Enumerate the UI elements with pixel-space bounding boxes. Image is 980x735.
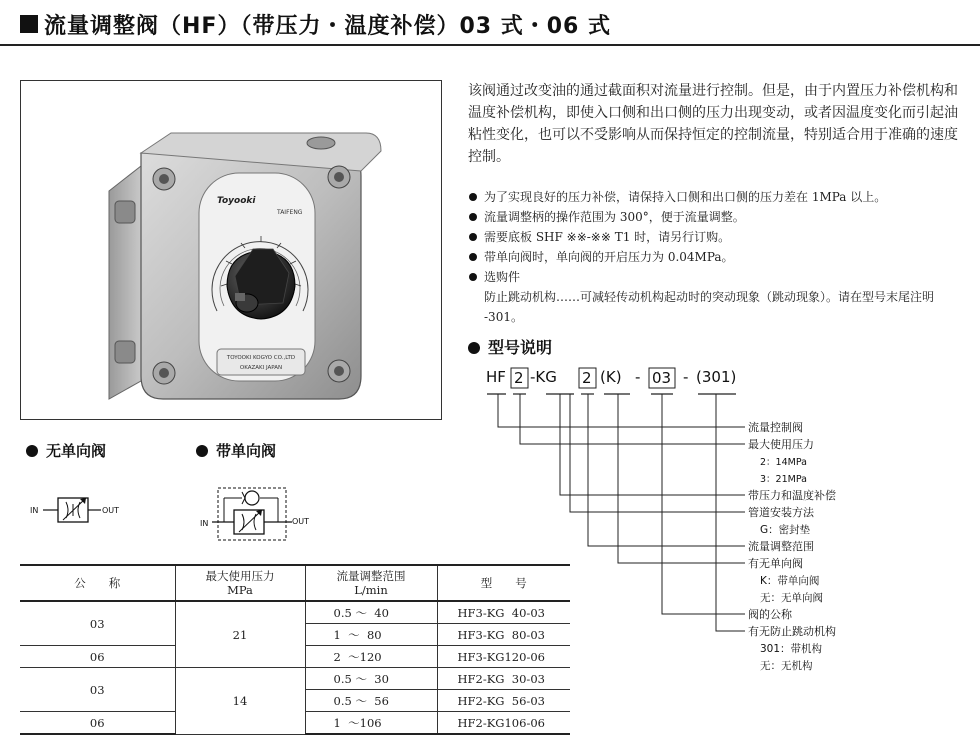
model-label: G：密封垫 [760,524,811,536]
code-part-range: 2 [582,369,592,387]
cell-model: HF2-KG 30-03 [437,668,570,690]
cell-model: HF3-KG 40-03 [437,601,570,624]
with-check-valve-symbol [198,484,318,544]
dial-side-label: TAIFENG [277,209,303,216]
page-header [0,0,980,46]
feature-item: 选购件 [468,267,973,287]
code-part-dash: - [635,368,641,386]
code-part-dash: - [683,368,689,386]
model-label: 301：带机构 [760,643,823,655]
cell-nominal: 03 [20,668,175,712]
plate-line-2: OKAZAKI JAPAN [239,365,283,371]
col-header-range: 流量调整范围 L/min [305,565,437,601]
model-label: 带压力和温度补偿 [748,489,836,502]
description-paragraph: 该阀通过改变油的通过截面积对流量进行控制。但是，由于内置压力补偿机构和温度补偿机构，即使入口侧和出口侧的压力出现变动，或者因温度变化而引起油粘性变化，也可以不受影响从而保持恒定的控制流量，特别适合用于准确的速度控制。 [468,83,958,165]
model-label: 流量控制阀 [748,421,803,434]
cell-range: 1 ～106 [305,712,437,735]
svg-text:IN: IN [30,506,39,515]
valve-illustration [21,81,441,419]
code-part-size: 03 [652,369,672,387]
product-photo [20,80,442,420]
model-label: 流量调整范围 [748,540,814,553]
cell-range: 0.5 ～ 30 [305,668,437,690]
table-row [20,601,570,624]
code-part-option: (301) [696,368,737,386]
feature-item: 为了实现良好的压力补偿，请保持入口侧和出口侧的压力差在 1MPa 以上。 [468,187,973,207]
bullet-dot-icon [468,342,480,354]
model-label: 管道安装方法 [748,506,814,519]
cell-nominal: 03 [20,601,175,646]
feature-item: 带单向阀时，单向阀的开启压力为 0.04MPa。 [468,247,973,267]
cell-pressure: 21 [175,601,305,668]
cell-model: HF2-KG 56-03 [437,690,570,712]
cell-pressure: 14 [175,668,305,735]
with-check-valve-title: 带单向阀 [196,440,276,461]
table-header-row [20,565,570,601]
cell-range: 0.5 ～ 40 [305,601,437,624]
model-label: 无：无机构 [760,660,813,672]
cell-model: HF2-KG106-06 [437,712,570,735]
cell-model: HF3-KG120-06 [437,646,570,668]
svg-text:OUT: OUT [102,506,120,515]
page-title: 流量调整阀（HF）（带压力・温度补偿）03 式・06 式 [44,14,611,39]
bullet-dot-icon [196,445,208,457]
plate-line-1: TOYOOKI KOGYO CO.,LTD [226,355,296,361]
cell-range: 0.5 ～ 56 [305,690,437,712]
cell-nominal: 06 [20,712,175,735]
model-label: 最大使用压力 [748,438,814,451]
model-section-title: 型号说明 [468,335,552,358]
model-label: 有无单向阀 [748,557,803,570]
svg-text:IN: IN [200,519,209,528]
cell-nominal: 06 [20,646,175,668]
code-part-pressure: 2 [514,369,524,387]
col-header-model: 型 号 [437,565,570,601]
code-part-kg: -KG [530,368,557,386]
model-label: K：带单向阀 [760,575,820,587]
model-label: 2：14MPa [760,457,807,468]
spec-table [20,564,570,735]
model-label: 阀的公称 [748,608,792,621]
svg-text:OUT: OUT [292,517,310,526]
col-header-pressure: 最大使用压力 MPa [175,565,305,601]
brand-label: Toyooki [217,196,256,206]
code-part-hf: HF [486,368,506,386]
model-label: 有无防止跳动机构 [748,625,836,638]
table-row [20,668,570,690]
model-label: 3：21MPa [760,474,807,485]
cell-range: 1 ～ 80 [305,624,437,646]
no-check-valve-symbol [30,490,130,532]
feature-item: 需要底板 SHF ※※-※※ T1 时，请另行订购。 [468,227,973,247]
bullet-dot-icon [26,445,38,457]
square-bullet-icon [20,15,38,33]
no-check-valve-title: 无单向阀 [26,440,106,461]
feature-list [468,187,973,327]
option-note: 防止跳动机构……可减轻传动机构起动时的突动现象（跳动现象）。请在型号末尾注明 -301。 [484,290,935,324]
col-header-nominal: 公 称 [20,565,175,601]
model-label: 无：无单向阀 [760,592,823,604]
cell-range: 2 ～120 [305,646,437,668]
feature-item: 流量调整柄的操作范围为 300°，便于流量调整。 [468,207,973,227]
code-part-check: (K) [600,368,622,386]
cell-model: HF3-KG 80-03 [437,624,570,646]
